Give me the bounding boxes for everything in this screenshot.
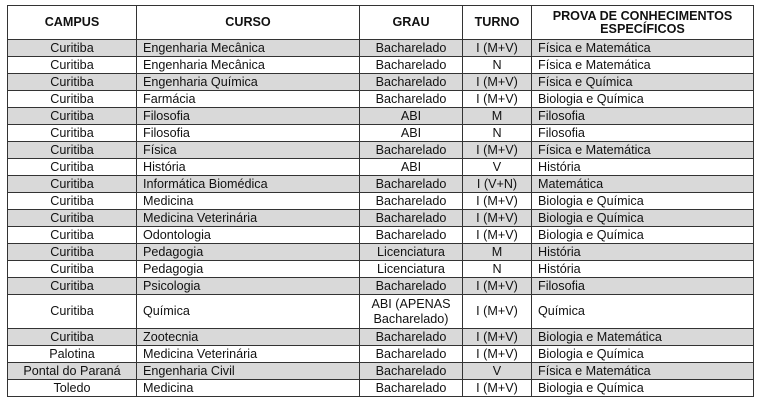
cell-prova: Filosofia (532, 125, 754, 142)
cell-curso: Engenharia Mecânica (137, 57, 360, 74)
cell-campus: Curitiba (8, 40, 137, 57)
cell-turno: I (M+V) (463, 295, 532, 329)
table-row (8, 227, 754, 244)
cell-grau: ABI (360, 108, 463, 125)
cell-campus: Curitiba (8, 210, 137, 227)
cell-curso: Filosofia (137, 125, 360, 142)
cell-turno: N (463, 57, 532, 74)
cell-grau: ABI (APENAS Bacharelado) (360, 295, 463, 329)
cell-campus: Curitiba (8, 227, 137, 244)
cell-campus: Curitiba (8, 295, 137, 329)
table-body (8, 40, 754, 397)
cell-turno: I (M+V) (463, 346, 532, 363)
cell-prova: Física e Química (532, 74, 754, 91)
cell-curso: Física (137, 142, 360, 159)
cell-prova: Física e Matemática (532, 363, 754, 380)
cell-campus: Curitiba (8, 125, 137, 142)
cell-prova: Física e Matemática (532, 57, 754, 74)
table-row (8, 193, 754, 210)
cell-curso: Pedagogia (137, 261, 360, 278)
cell-grau: Bacharelado (360, 210, 463, 227)
cell-turno: I (M+V) (463, 142, 532, 159)
cell-grau: Licenciatura (360, 244, 463, 261)
cell-campus: Curitiba (8, 91, 137, 108)
cell-curso: Zootecnia (137, 329, 360, 346)
cell-grau: ABI (360, 159, 463, 176)
table-row (8, 108, 754, 125)
cell-turno: M (463, 244, 532, 261)
cell-campus: Curitiba (8, 108, 137, 125)
cell-prova: Física e Matemática (532, 142, 754, 159)
cell-grau: Bacharelado (360, 346, 463, 363)
table-row (8, 363, 754, 380)
cell-turno: N (463, 261, 532, 278)
table-row (8, 295, 754, 329)
cell-grau: ABI (360, 125, 463, 142)
cell-campus: Curitiba (8, 244, 137, 261)
header-curso: CURSO (137, 6, 360, 40)
cell-prova: Filosofia (532, 108, 754, 125)
cell-turno: I (M+V) (463, 329, 532, 346)
cell-grau: Bacharelado (360, 380, 463, 397)
cell-prova: Biologia e Química (532, 91, 754, 108)
table-row (8, 125, 754, 142)
table-row (8, 91, 754, 108)
cell-campus: Curitiba (8, 278, 137, 295)
header-campus: CAMPUS (8, 6, 137, 40)
cell-campus: Palotina (8, 346, 137, 363)
table-row (8, 142, 754, 159)
cell-campus: Toledo (8, 380, 137, 397)
table-row (8, 74, 754, 91)
cell-grau: Bacharelado (360, 193, 463, 210)
table-row (8, 176, 754, 193)
cell-turno: N (463, 125, 532, 142)
cell-grau: Bacharelado (360, 227, 463, 244)
cell-prova: Biologia e Química (532, 380, 754, 397)
header-prova: PROVA DE CONHECIMENTOS ESPECÍFICOS (532, 6, 754, 40)
cell-turno: I (M+V) (463, 278, 532, 295)
cell-prova: Matemática (532, 176, 754, 193)
table-row (8, 210, 754, 227)
cell-curso: Odontologia (137, 227, 360, 244)
cell-prova: Biologia e Química (532, 193, 754, 210)
cell-turno: I (M+V) (463, 227, 532, 244)
cell-grau: Bacharelado (360, 363, 463, 380)
table-row (8, 159, 754, 176)
courses-table (7, 5, 754, 397)
cell-grau: Bacharelado (360, 91, 463, 108)
cell-grau: Bacharelado (360, 57, 463, 74)
cell-curso: Farmácia (137, 91, 360, 108)
cell-curso: Psicologia (137, 278, 360, 295)
cell-prova: História (532, 261, 754, 278)
header-grau: GRAU (360, 6, 463, 40)
table-row (8, 380, 754, 397)
cell-curso: História (137, 159, 360, 176)
cell-turno: I (M+V) (463, 193, 532, 210)
cell-turno: M (463, 108, 532, 125)
table-row (8, 278, 754, 295)
cell-turno: I (V+N) (463, 176, 532, 193)
cell-campus: Curitiba (8, 142, 137, 159)
table-row (8, 244, 754, 261)
cell-prova: História (532, 159, 754, 176)
cell-curso: Medicina (137, 193, 360, 210)
cell-curso: Engenharia Civil (137, 363, 360, 380)
table-row (8, 40, 754, 57)
cell-prova: Filosofia (532, 278, 754, 295)
cell-grau: Bacharelado (360, 74, 463, 91)
cell-curso: Química (137, 295, 360, 329)
cell-curso: Medicina Veterinária (137, 346, 360, 363)
table-row (8, 261, 754, 278)
cell-prova: História (532, 244, 754, 261)
cell-grau: Bacharelado (360, 329, 463, 346)
cell-campus: Curitiba (8, 193, 137, 210)
cell-prova: Química (532, 295, 754, 329)
cell-turno: I (M+V) (463, 74, 532, 91)
cell-turno: I (M+V) (463, 91, 532, 108)
cell-campus: Curitiba (8, 57, 137, 74)
cell-campus: Curitiba (8, 261, 137, 278)
cell-grau: Bacharelado (360, 40, 463, 57)
cell-curso: Pedagogia (137, 244, 360, 261)
cell-prova: Biologia e Química (532, 210, 754, 227)
cell-turno: I (M+V) (463, 210, 532, 227)
cell-turno: I (M+V) (463, 40, 532, 57)
cell-campus: Curitiba (8, 74, 137, 91)
cell-grau: Bacharelado (360, 278, 463, 295)
cell-turno: V (463, 159, 532, 176)
cell-prova: Biologia e Química (532, 227, 754, 244)
cell-grau: Bacharelado (360, 176, 463, 193)
cell-campus: Curitiba (8, 329, 137, 346)
cell-prova: Física e Matemática (532, 40, 754, 57)
cell-campus: Pontal do Paraná (8, 363, 137, 380)
table-row (8, 346, 754, 363)
cell-campus: Curitiba (8, 176, 137, 193)
cell-grau: Licenciatura (360, 261, 463, 278)
cell-prova: Biologia e Matemática (532, 329, 754, 346)
cell-curso: Informática Biomédica (137, 176, 360, 193)
table-row (8, 329, 754, 346)
cell-grau: Bacharelado (360, 142, 463, 159)
cell-turno: V (463, 363, 532, 380)
header-row (8, 6, 754, 40)
header-turno: TURNO (463, 6, 532, 40)
cell-curso: Medicina Veterinária (137, 210, 360, 227)
cell-curso: Medicina (137, 380, 360, 397)
cell-curso: Filosofia (137, 108, 360, 125)
cell-campus: Curitiba (8, 159, 137, 176)
cell-turno: I (M+V) (463, 380, 532, 397)
cell-curso: Engenharia Mecânica (137, 40, 360, 57)
cell-curso: Engenharia Química (137, 74, 360, 91)
cell-prova: Biologia e Química (532, 346, 754, 363)
table-row (8, 57, 754, 74)
